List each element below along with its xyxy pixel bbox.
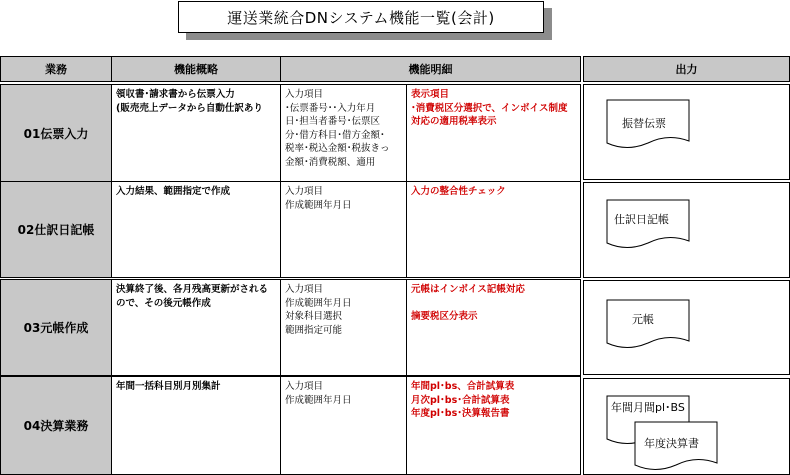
notes-03	[406, 279, 581, 376]
detail-line: 入力項目	[285, 284, 324, 295]
detail-line: 作成範囲年月日	[285, 394, 352, 406]
output-label: 仕訳日記帳	[614, 213, 669, 226]
notes-04	[406, 376, 581, 475]
detail-line: 作成範囲年月日	[285, 199, 352, 211]
detail-line: 入力項目	[285, 89, 324, 100]
detail-02	[280, 181, 407, 278]
header-detail: 機能明細	[280, 56, 581, 82]
detail-01	[280, 84, 407, 182]
overview-line: 入力結果、範囲指定で作成	[116, 186, 231, 197]
detail-03	[280, 279, 407, 376]
detail-line: 金額･消費税額、適用	[285, 156, 376, 168]
detail-line: 対象科目選択	[285, 311, 343, 322]
output-label: 年間月間pl･BS	[611, 401, 685, 414]
detail-line: 作成範囲年月日	[285, 297, 352, 309]
header-business: 業務	[0, 56, 112, 82]
overview-line: 年間一括科目別月別集計	[116, 381, 221, 392]
overview-01	[111, 84, 281, 182]
category-04: 04決算業務	[0, 376, 112, 475]
note-line: 元帳はインボイス記帳対応	[411, 284, 525, 295]
detail-04	[280, 376, 407, 475]
output-label: 元帳	[632, 313, 654, 326]
category-02: 02仕訳日記帳	[0, 181, 112, 278]
output-label: 年度決算書	[644, 437, 699, 450]
note-line	[411, 297, 576, 311]
note-line: ･消費税区分選択で、インボイス制度	[411, 102, 568, 114]
overview-03	[111, 279, 281, 376]
overview-04	[111, 376, 281, 475]
overview-line: 決算終了後、各月残高更新がされる	[116, 284, 269, 295]
overview-line: (販売売上データから自動仕訳あり	[116, 102, 263, 114]
header-overview: 機能概略	[111, 56, 281, 82]
note-line: 年度pl･bs･決算報告書	[411, 408, 510, 419]
detail-line: 範囲指定可能	[285, 324, 343, 336]
note-line: 入力の整合性チェック	[411, 186, 506, 197]
output-cell-01	[583, 84, 790, 180]
detail-line: 税率･税込金額･税抜きっ	[285, 143, 390, 154]
output-cell-04	[583, 378, 790, 475]
note-line: 月次pl･bs･合計試算表	[411, 394, 510, 406]
category-01: 01伝票入力	[0, 84, 112, 182]
note-line: 年間pl･bs、合計試算表	[411, 381, 515, 392]
overview-line: ので、その後元帳作成	[116, 297, 211, 309]
note-line: 対応の適用税率表示	[411, 116, 497, 127]
detail-line: 入力項目	[285, 186, 324, 197]
detail-line: 日･担当者番号･伝票区	[285, 116, 381, 127]
note-line: 表示項目	[411, 89, 450, 100]
detail-line: 入力項目	[285, 381, 324, 392]
category-03: 03元帳作成	[0, 279, 112, 376]
output-cell-02	[583, 182, 790, 278]
output-label: 振替伝票	[622, 117, 666, 130]
header-output: 出力	[583, 56, 790, 82]
notes-01	[406, 84, 581, 182]
detail-line: ･伝票番号･･入力年月	[285, 102, 376, 114]
output-cell-03	[583, 280, 790, 375]
note-line: 摘要税区分表示	[411, 311, 478, 322]
notes-02	[406, 181, 581, 278]
overview-02	[111, 181, 281, 278]
detail-line: 分･借方科目･借方金額･	[285, 129, 385, 141]
overview-line: 領収書･請求書から伝票入力	[116, 89, 235, 100]
page-title: 運送業統合DNシステム機能一覧(会計)	[178, 1, 544, 33]
